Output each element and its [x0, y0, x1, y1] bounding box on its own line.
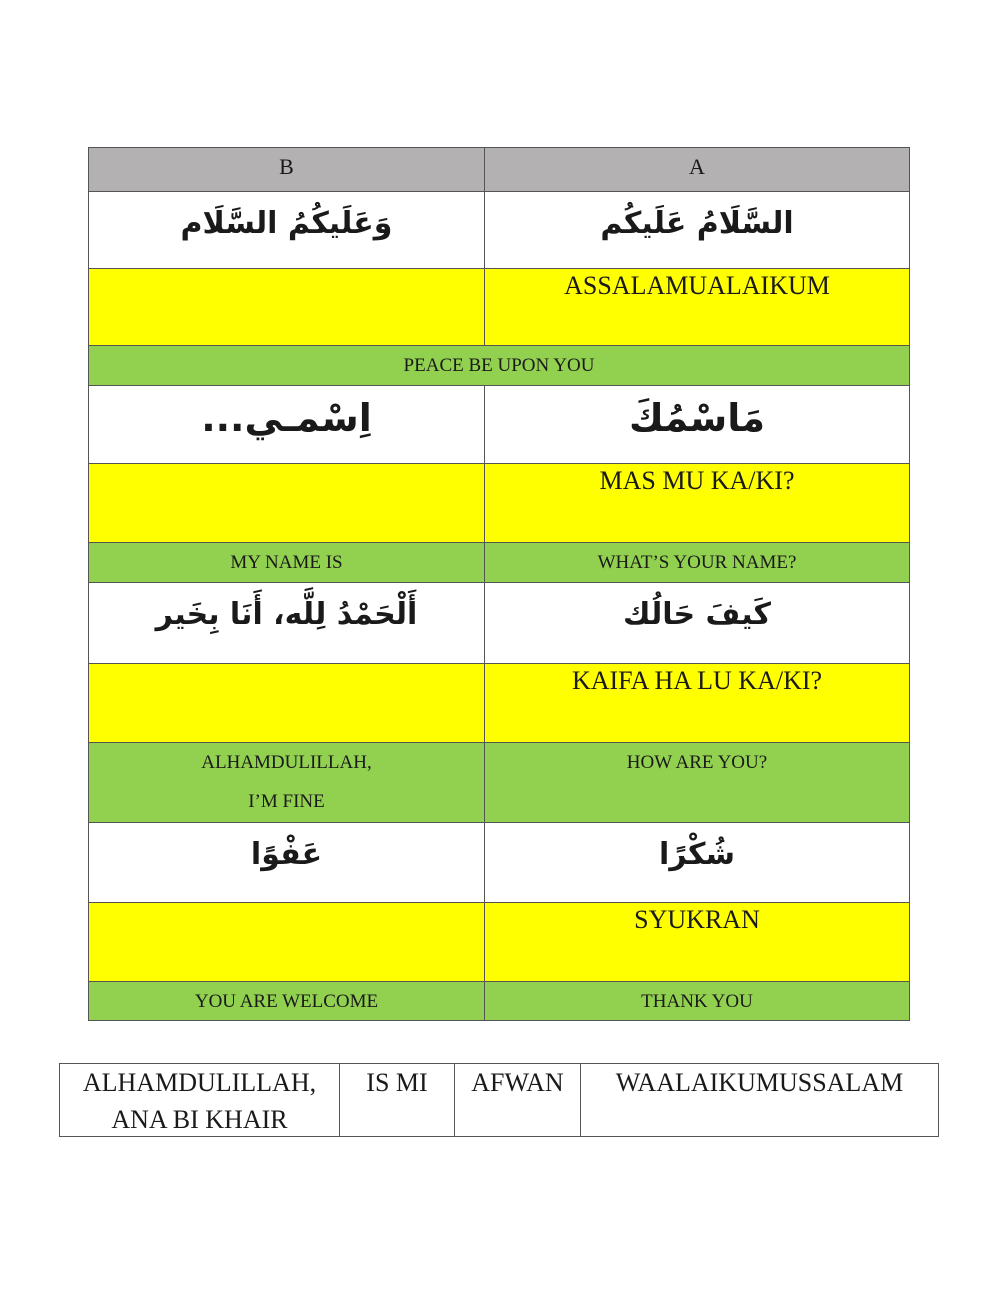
word-bank	[59, 1063, 939, 1137]
arabic-greeting-4: شُكْرًا	[659, 837, 735, 872]
meaning-full-1: PEACE BE UPON YOU	[403, 355, 595, 376]
meaning-a-4: THANK YOU	[641, 991, 753, 1012]
word-bank-item-1-line2: ANA BI KHAIR	[111, 1105, 288, 1134]
translit-row-2	[89, 464, 909, 543]
translit-answer-box-2[interactable]	[89, 464, 485, 542]
arabic-reply-3: أَلْحَمْدُ لِلَّه، أَنَا بِخَير	[89, 583, 485, 663]
translit-answer-box-1[interactable]	[89, 269, 485, 345]
phrase-table	[88, 147, 910, 1021]
meaning-b-4: YOU ARE WELCOME	[89, 982, 485, 1020]
meaning-row-3	[89, 743, 909, 823]
meaning-row-4	[89, 982, 909, 1020]
arabic-reply-2: اِسْمـي...	[89, 386, 485, 463]
meaning-row-1	[89, 346, 909, 386]
translit-row-1	[89, 269, 909, 346]
word-bank-item-4-line1: WAALAIKUMUSSALAM	[615, 1068, 904, 1097]
translit-row-3	[89, 664, 909, 743]
header-col-a: A	[689, 154, 705, 179]
word-bank-item-2[interactable]	[340, 1064, 455, 1136]
word-bank-item-4[interactable]	[581, 1064, 938, 1136]
meaning-row-2	[89, 543, 909, 583]
meaning-a-2: WHAT’S YOUR NAME?	[597, 552, 797, 573]
header-col-b: B	[89, 148, 485, 191]
translit-answer-box-3[interactable]	[89, 664, 485, 742]
word-bank-item-2-line1: IS MI	[366, 1068, 428, 1097]
arabic-row-1	[89, 192, 909, 269]
meaning-a-3: HOW ARE YOU?	[626, 752, 768, 773]
word-bank-item-3-line1: AFWAN	[471, 1068, 564, 1097]
arabic-greeting-1: السَّلَامُ عَلَيكُم	[600, 206, 794, 241]
translit-a-1: ASSALAMUALAIKUM	[564, 271, 830, 300]
translit-row-4	[89, 903, 909, 982]
arabic-greeting-2: مَاسْمُكَ	[628, 396, 766, 440]
word-bank-item-3[interactable]	[455, 1064, 581, 1136]
translit-a-3: KAIFA HA LU KA/KI?	[571, 666, 823, 695]
translit-answer-box-4[interactable]	[89, 903, 485, 981]
word-bank-item-1-line1: ALHAMDULILLAH,	[82, 1068, 317, 1097]
word-bank-item-1[interactable]	[60, 1064, 340, 1136]
meaning-b-2: MY NAME IS	[89, 543, 485, 582]
meaning-b-3-line2: I’M FINE	[248, 791, 325, 812]
arabic-row-4	[89, 823, 909, 903]
arabic-reply-4: عَفْوًا	[89, 823, 485, 902]
table-header	[89, 148, 909, 192]
translit-a-2: MAS MU KA/KI?	[599, 466, 795, 495]
arabic-reply-1: وَعَلَيكُمُ السَّلَام	[89, 192, 485, 268]
arabic-row-2	[89, 386, 909, 464]
arabic-row-3	[89, 583, 909, 664]
meaning-b-3	[89, 743, 485, 822]
meaning-b-3-line1: ALHAMDULILLAH,	[201, 752, 372, 773]
translit-a-4: SYUKRAN	[634, 905, 760, 934]
arabic-greeting-3: كَيفَ حَالُك	[623, 597, 771, 632]
